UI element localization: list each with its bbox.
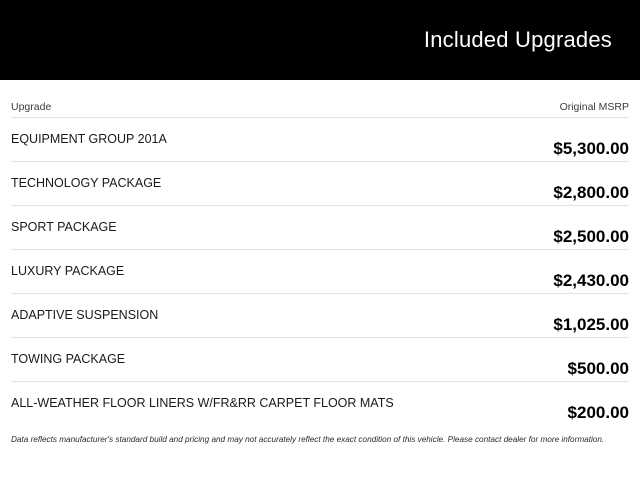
upgrade-name: ADAPTIVE SUSPENSION: [11, 308, 159, 322]
upgrades-content: [0, 80, 640, 445]
page-title: Included Upgrades: [423, 27, 612, 52]
page-header: [0, 0, 640, 80]
upgrade-price: $5,300.00: [553, 139, 629, 158]
upgrade-name: TOWING PACKAGE: [11, 352, 126, 366]
upgrade-price: $1,025.00: [553, 315, 629, 334]
upgrade-name: LUXURY PACKAGE: [11, 264, 125, 278]
upgrade-price: $500.00: [567, 359, 629, 378]
upgrade-price: $2,800.00: [553, 183, 629, 202]
column-header-msrp: Original MSRP: [559, 101, 629, 113]
disclaimer-text: Data reflects manufacturer's standard build and pricing and may not accurately reflect the exact condition of this vehicle. Please contact dealer for more information.: [11, 435, 605, 444]
upgrades-table: [11, 117, 629, 425]
table-row: [11, 117, 629, 161]
column-header-upgrade: Upgrade: [11, 101, 52, 113]
upgrade-price: $2,500.00: [553, 227, 629, 246]
upgrade-name: TECHNOLOGY PACKAGE: [11, 176, 162, 190]
upgrade-price: $200.00: [567, 403, 629, 422]
table-row: [11, 337, 629, 381]
upgrade-name: EQUIPMENT GROUP 201A: [11, 132, 167, 146]
upgrade-name: SPORT PACKAGE: [11, 220, 117, 234]
table-row: [11, 293, 629, 337]
table-row: [11, 249, 629, 293]
table-row: [11, 381, 629, 425]
table-row: [11, 205, 629, 249]
table-row: [11, 161, 629, 205]
table-column-headers: [11, 80, 629, 117]
upgrade-price: $2,430.00: [553, 271, 629, 290]
upgrade-name: ALL-WEATHER FLOOR LINERS W/FR&RR CARPET FLOOR MATS: [11, 396, 394, 410]
